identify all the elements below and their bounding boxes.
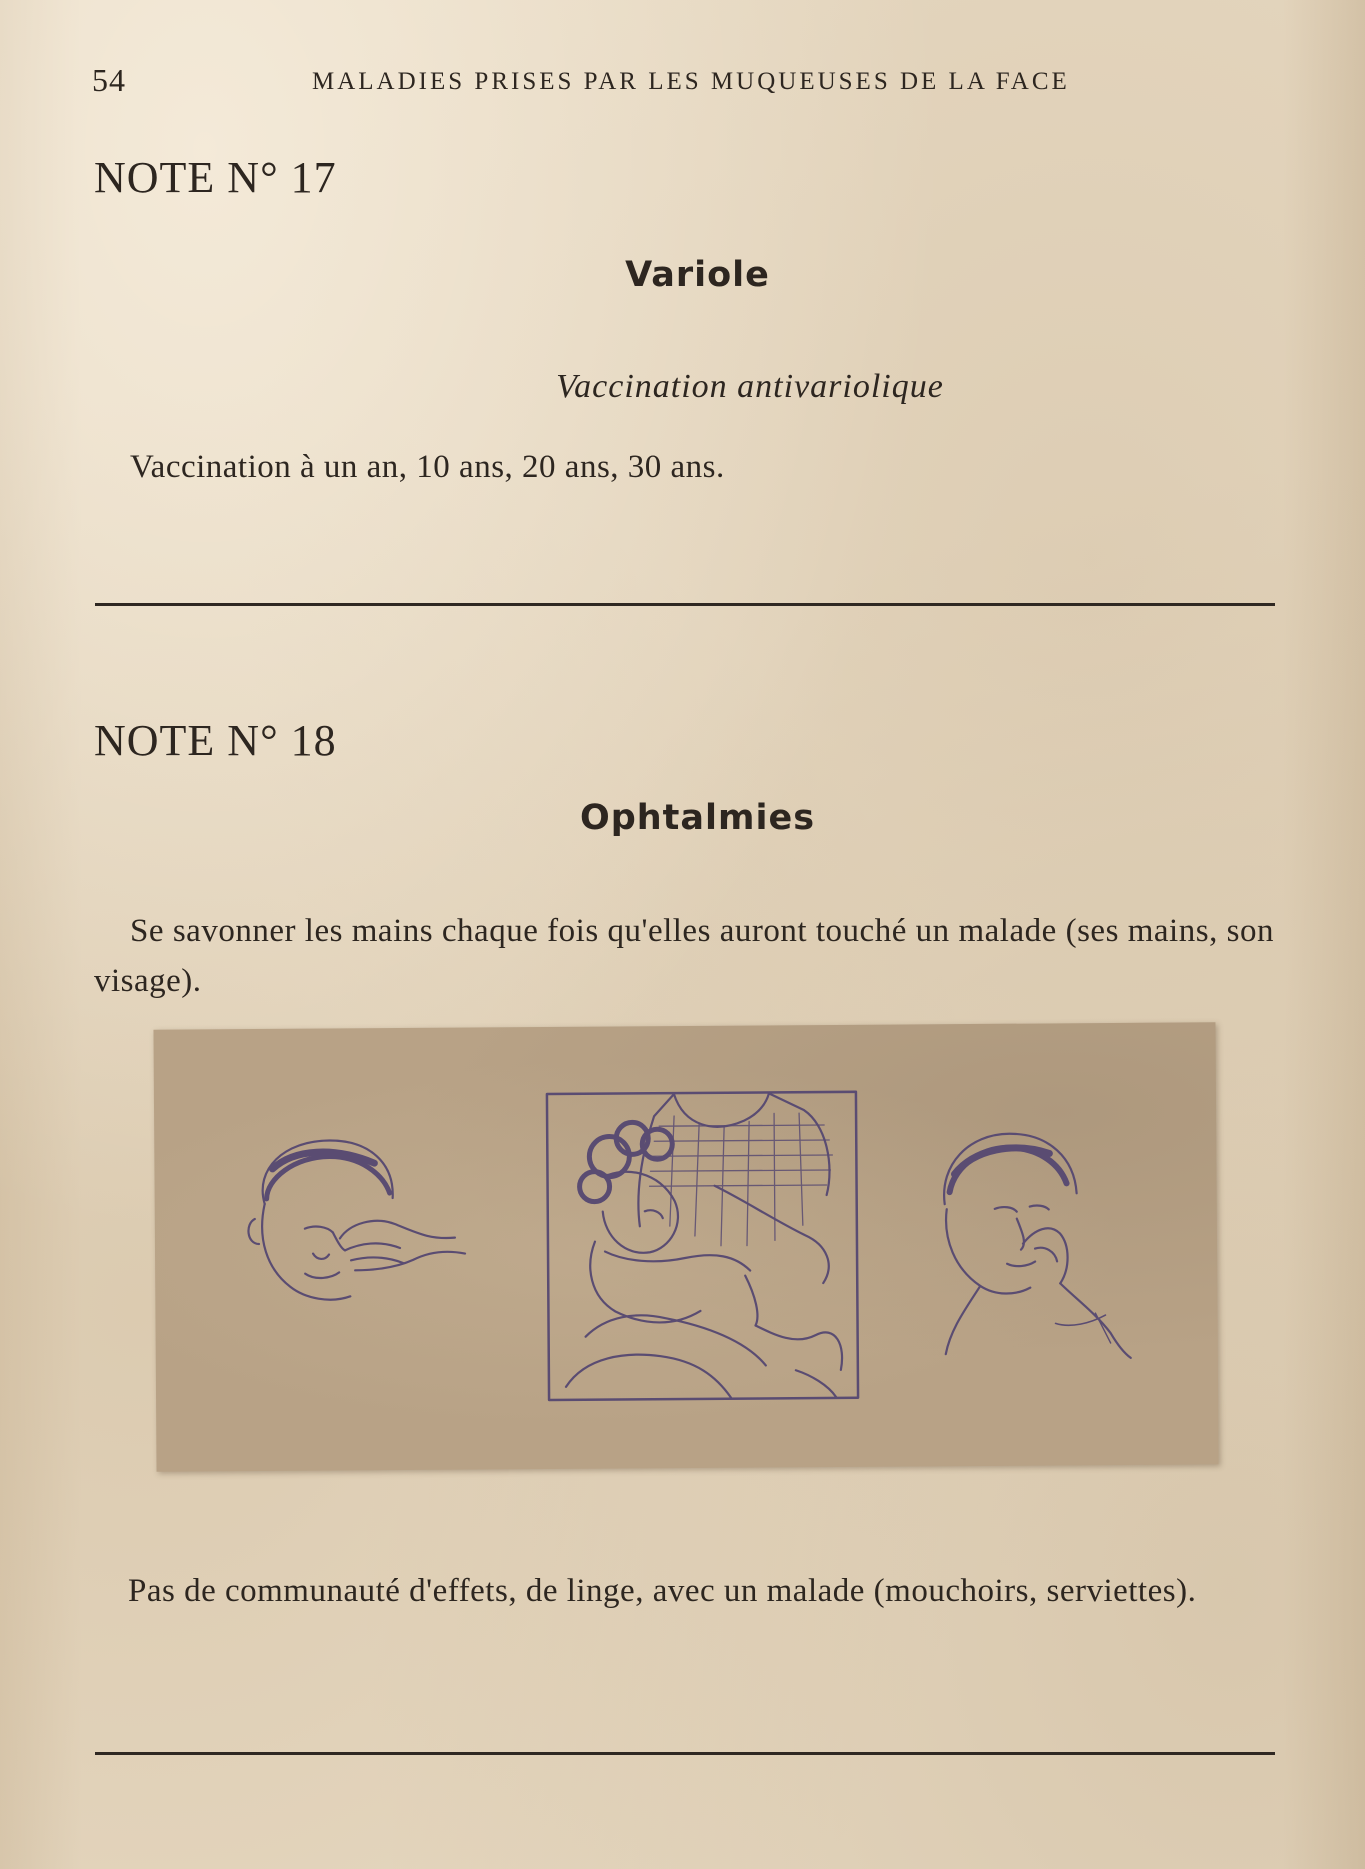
section-divider bbox=[95, 603, 1275, 606]
note-17-title: Variole bbox=[625, 255, 770, 295]
section-divider-bottom bbox=[95, 1752, 1275, 1755]
illustration-drawing bbox=[153, 1022, 1218, 1471]
note-18-text-1: Se savonner les mains chaque fois qu'elles auront touché un malade (ses mains, son visage). bbox=[94, 913, 1274, 999]
illustration-pasted bbox=[153, 1022, 1218, 1471]
note-17-text: Vaccination à un an, 10 ans, 20 ans, 30 ans. bbox=[130, 449, 725, 485]
note-18-text-2: Pas de communauté d'effets, de linge, avec un malade (mouchoirs, serviettes). bbox=[128, 1573, 1197, 1609]
child-touching-nose-figure bbox=[944, 1133, 1131, 1359]
note-18-heading: NOTE N° 18 bbox=[94, 716, 337, 765]
note-17-subtitle: Vaccination antivariolique bbox=[556, 368, 944, 405]
page-number: 54 bbox=[92, 62, 126, 98]
mother-holding-child-figure bbox=[564, 1093, 842, 1399]
note-18-title: Ophtalmies bbox=[579, 798, 816, 838]
note-17-heading: NOTE N° 17 bbox=[94, 153, 337, 202]
child-rubbing-eye-figure bbox=[248, 1140, 466, 1301]
running-head: MALADIES PRISES PAR LES MUQUEUSES DE LA FACE bbox=[312, 68, 1070, 95]
